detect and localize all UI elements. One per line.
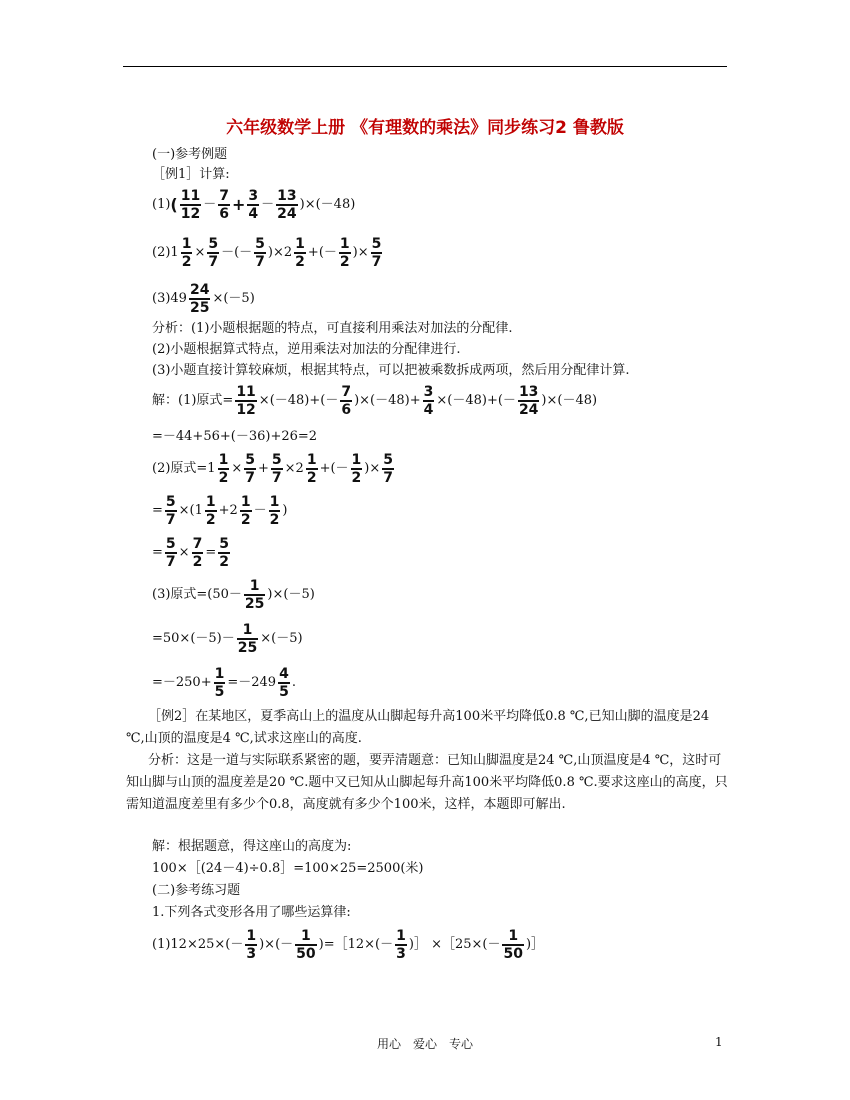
solution-2: (2)原式=1 $\frac{1}{2}$ × $\frac{5}{7}$ + $\frac{5}{7}$ ×2 $\frac{1}{2}$ +(－ $\frac{1}{2}$ )× $\frac{5}{7}$ bbox=[152, 452, 394, 486]
header-rule bbox=[123, 66, 727, 67]
question-1-part-1: (1)12×25×(－ $\frac{1}{3}$ )×(－ $\frac{1}{50}$ )=［12×(－ $\frac{1}{3}$ )］ ×［25×(－ $\frac{1}{50}$ )］ bbox=[152, 928, 545, 962]
example-2-solution: 解：根据题意，得这座山的高度为: bbox=[152, 839, 352, 854]
solution-3-step-1: =50×(－5)－ $\frac{1}{25}$ ×(－5) bbox=[152, 622, 303, 656]
analysis-1: 分析：(1)小题根据题的特点，可直接利用乘法对加法的分配律. bbox=[152, 321, 513, 336]
solution-3-step-2: =－250+ $\frac{1}{5}$ =－249 $\frac{4}{5}$ . bbox=[152, 666, 296, 700]
page-title: 六年级数学上册 《有理数的乘法》同步练习2 鲁教版 bbox=[226, 118, 624, 138]
example-2-text: ［例2］在某地区，夏季高山上的温度从山脚起每升高100米平均降低0.8 ℃,已知山脚的温度是24 ℃,山顶的温度是4 ℃,试求这座山的高度. bbox=[126, 709, 710, 746]
analysis-3: (3)小题直接计算较麻烦，根据其特点，可以把被乘数拆成两项，然后用分配律计算. bbox=[152, 363, 630, 378]
section-heading: (一)参考例题 bbox=[152, 147, 228, 162]
analysis-2: (2)小题根据算式特点，逆用乘法对加法的分配律进行. bbox=[152, 342, 461, 357]
solution-1: 解：(1)原式= $\frac{11}{12}$ ×(－48)+(－ $\frac{7}{6}$ )×(－48)+ $\frac{3}{4}$ ×(－48)+(－ $\frac{13}{24}$ )×(－48) bbox=[152, 384, 598, 418]
page-number: 1 bbox=[715, 1035, 723, 1049]
problem-1: (1) ( $\frac{11}{12}$ － $\frac{7}{6}$ + $\frac{3}{4}$ － $\frac{13}{24}$ )×(－48) bbox=[152, 188, 356, 222]
solution-3: (3)原式=(50－ $\frac{1}{25}$ )×(－5) bbox=[152, 578, 315, 612]
problem-3: (3)49 $\frac{24}{25}$ ×(－5) bbox=[152, 282, 255, 316]
solution-2-step-2: = $\frac{5}{7}$ × $\frac{7}{2}$ = $\frac{5}{2}$ bbox=[152, 536, 229, 570]
solution-2-step-1: = $\frac{5}{7}$ ×(1 $\frac{1}{2}$ +2 $\frac{1}{2}$ － $\frac{1}{2}$ ) bbox=[152, 494, 288, 528]
problem-2: (2)1 $\frac{1}{2}$ × $\frac{5}{7}$ －(－ $\frac{5}{7}$ )×2 $\frac{1}{2}$ +(－ $\frac{1}{2}$ )× $\frac{5}{7}$ bbox=[152, 236, 382, 270]
footer-text: 用心 爱心 专心 bbox=[376, 1037, 473, 1051]
example-2-solution-calc: 100×［(24－4)÷0.8］=100×25=2500(米) bbox=[152, 861, 424, 876]
section-heading-2: (二)参考练习题 bbox=[152, 883, 241, 898]
example-2-analysis: 分析：这是一道与实际联系紧密的题，要弄清题意：已知山脚温度是24 ℃,山顶温度是4 ℃，这时可知山脚与山顶的温度差是20 ℃.题中又已知从山脚起每升高100米平均降低0.8 ℃.要求这座山的高度，只需知道温度差里有多少个0.8，高度就有多少个100米，这样，本题即可解出. bbox=[126, 753, 728, 812]
question-1: 1.下列各式变形各用了哪些运算律: bbox=[152, 905, 351, 920]
example-1-label: ［例1］计算: bbox=[152, 167, 230, 182]
solution-1-result: =－44+56+(－36)+26=2 bbox=[152, 429, 318, 444]
